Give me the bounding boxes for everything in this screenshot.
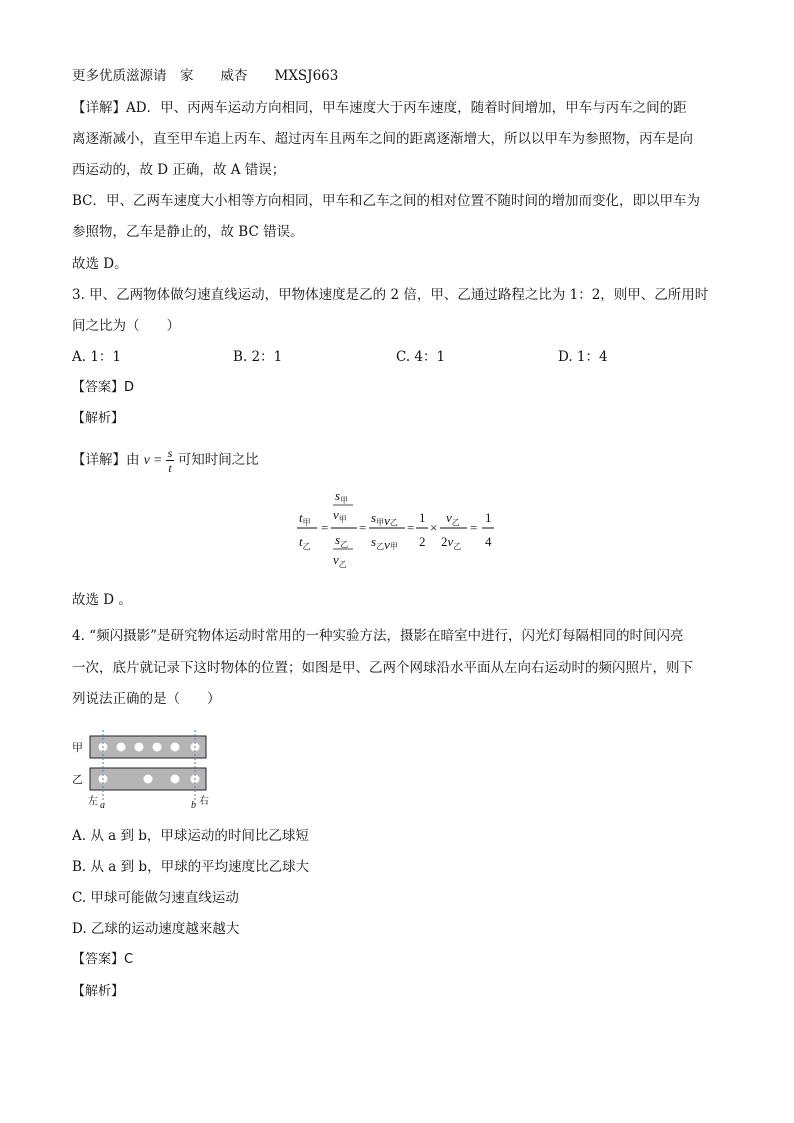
q2-explain-line-5: 参照物，乙车是静止的，故 BC 错误。: [72, 224, 304, 240]
svg-text:1: 1: [419, 510, 426, 525]
svg-text:2v乙: $2v_乙$: [441, 534, 462, 551]
q3-stem-line-1: 3. 甲、乙两物体做匀速直线运动，甲物体速度是乙的 2 倍，甲、乙通过路程之比为 1：2，则甲、乙所用时: [72, 287, 709, 303]
svg-text:×: ×: [430, 520, 438, 535]
jia-ball: [153, 743, 162, 752]
velocity-formula: v = $\frac{s}{t}$: [143, 446, 173, 476]
svg-text:v乙: $v_乙$: [446, 510, 460, 527]
watermark-header: 更多优质滋源请 家 威杏 MXSJ663: [72, 68, 339, 84]
jia-ball: [171, 743, 180, 752]
figure-label-yi: 乙: [72, 773, 83, 786]
q4-option-c: C. 甲球可能做匀速直线运动: [72, 890, 239, 906]
svg-text:s甲v乙: $s_甲v$乙: [371, 510, 398, 528]
q2-conclusion: 故选 D。: [72, 256, 128, 272]
label-b: b: [191, 800, 196, 810]
svg-text:=: =: [321, 520, 329, 535]
svg-text:v甲: $v_甲$: [333, 507, 347, 524]
q3-option-b: B. 2：1: [233, 349, 283, 365]
svg-text:s甲: $s_甲$: [335, 488, 349, 505]
q4-option-b: B. 从 a 到 b，甲球的平均速度比乙球大: [72, 859, 310, 875]
jia-ball: [117, 743, 126, 752]
q3-option-c: C. 4：1: [396, 349, 446, 365]
q4-analysis-label: 【解析】: [72, 984, 125, 999]
label-a: a: [100, 800, 105, 810]
jia-ball: [135, 743, 144, 752]
svg-text:=: =: [407, 520, 415, 535]
q3-option-a: A. 1：1: [72, 349, 122, 365]
svg-text:4: 4: [485, 534, 492, 549]
q3-explain-suffix: 可知时间之比: [177, 452, 259, 468]
svg-text:t甲: $t_甲$: [299, 510, 311, 527]
q3-option-d: D. 1：4: [558, 349, 608, 365]
q3-conclusion: 故选 D 。: [72, 592, 132, 608]
label-left: 左: [88, 796, 98, 807]
q4-stem-line-1: 4. “频闪摄影”是研究物体运动时常用的一种实验方法，摄影在暗室中进行，闪光灯每隔相同的时间闪亮: [72, 628, 684, 644]
q3-answer: 【答案】D: [72, 380, 135, 395]
q4-stem-line-3: 列说法正确的是（ ）: [72, 691, 221, 707]
q4-stem-line-2: 一次，底片就记录下这时物体的位置；如图是甲、乙两个网球沿水平面从左向右运动时的频闪照片，则下: [72, 660, 693, 676]
svg-text:v乙: $v_乙$: [333, 552, 347, 569]
q2-explain-line-2: 离逐渐减小，直至甲车追上丙车、超过丙车且两车之间的距离逐渐增大，所以以甲车为参照物，丙车是向: [72, 131, 693, 147]
q3-explain-prefix: 【详解】由: [72, 452, 140, 468]
figure-label-jia: 甲: [72, 741, 83, 754]
svg-text:s乙v甲: $s_乙v$甲: [371, 534, 398, 552]
q4-option-d: D. 乙球的运动速度越来越大: [72, 921, 240, 937]
q3-stem-line-2: 间之比为（ ）: [72, 318, 180, 334]
yi-ball: [144, 775, 153, 784]
time-ratio-formula: [295, 486, 505, 570]
q4-answer: 【答案】C: [72, 952, 134, 967]
svg-text:=: =: [470, 520, 478, 535]
svg-text:2: 2: [419, 534, 426, 549]
yi-ball: [171, 775, 180, 784]
svg-text:1: 1: [485, 510, 492, 525]
q3-explain-line: [72, 446, 259, 475]
svg-text:=: =: [359, 520, 367, 535]
q2-explain-line-1: 【详解】AD．甲、丙两车运动方向相同，甲车速度大于丙车速度，随着时间增加，甲车与丙车之间的距: [72, 100, 687, 116]
strobe-photo-figure: [70, 730, 215, 810]
q2-explain-line-4: BC．甲、乙两车速度大小相等方向相同，甲车和乙车之间的相对位置不随时间的增加而变化，即以甲车为: [72, 193, 700, 209]
q2-explain-line-3: 西运动的，故 D 正确，故 A 错误；: [72, 162, 286, 178]
svg-text:t乙: $t_乙$: [299, 534, 311, 551]
svg-text:s乙: $s_乙$: [335, 532, 349, 549]
q3-analysis-label: 【解析】: [72, 411, 125, 426]
label-right: 右: [199, 796, 209, 807]
q4-option-a: A. 从 a 到 b，甲球运动的时间比乙球短: [72, 828, 309, 844]
